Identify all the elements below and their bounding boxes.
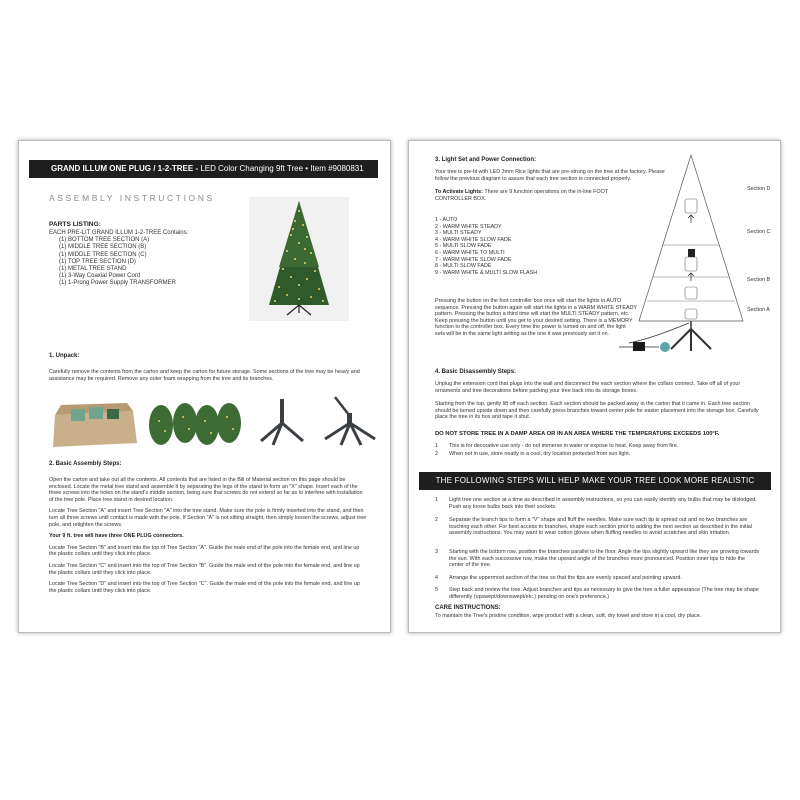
- disassembly-text-1: Unplug the extension cord that plugs into the wall and disconnect the each section where the collars connect. Take off all of your ornaments and tree decorations before packing your tree back into its storage boxes.: [435, 381, 741, 394]
- light-mode: 8 - MULTI SLOW FADE: [435, 263, 492, 270]
- part-item: (1) BOTTOM TREE SECTION (A): [59, 237, 150, 244]
- tip-step: Starting with the bottom row, position the branches parallel to the floor. Angle the tips slightly upward like they are growing towards the sun. With each successive row, make the upward angle of the branches more pronounced. Position inner tips to hide the center of the tree.: [449, 549, 760, 569]
- left-page: [18, 140, 391, 633]
- assembly-heading: ASSEMBLY INSTRUCTIONS: [49, 193, 215, 203]
- basic-assembly-p3: Your 9 ft. tree will have three ONE PLUG connectors.: [49, 533, 184, 540]
- light-mode: 4 - WARM WHITE SLOW FADE: [435, 236, 512, 243]
- light-mode: 3 - MULTI STEADY: [435, 230, 482, 237]
- tip-step: Separate the branch tips to form a "V" shape and fluff the needles. Make sure each tip is spread out and no two branches are touching each other. For best access to branches, shape each section prior to adding the next section as described in the initial assembly instructions. You may want to wear cotton gloves when fluffing needles to avoid scratches and skin irritation.: [449, 517, 752, 537]
- tip-step: Light tree one section at a time as described in assembly instructions, so you can easily identify any bulbs that may be dislodged. Push any loose bulbs back into their sockets.: [449, 497, 757, 510]
- light-mode: 9 - WARM WHITE & MULTI SLOW FLASH: [435, 269, 538, 276]
- basic-assembly-text: [49, 477, 367, 594]
- light-mode: 6 - WARM WHITE TO MULTI: [435, 249, 505, 256]
- foot-controller-cord: [619, 337, 679, 357]
- light-mode: 5 - MULTI SLOW FADE: [435, 243, 492, 250]
- storage-warning: DO NOT STORE TREE IN A DAMP AREA OR IN AN AREA WHERE THE TEMPERATURE EXCEEDS 100°F.: [435, 431, 720, 437]
- stand-photo-folded: [253, 393, 311, 451]
- step-number: 1: [435, 497, 438, 503]
- basic-assembly-p5: Locate Tree Section "C" and insert into the top of Tree Section "B". Guide the male end of the pole into the female end, and line up the plastic collars until they click into place.: [49, 562, 360, 576]
- carton-photo: [49, 393, 141, 451]
- controller-text: Pressing the button on the foot controller box once will start the lights in AUTO sequence. Pressing the button again will start the lights in a WARM WHITE STEADY pattern. Pressing the button a third time will start the MULTI STEADY pattern, etc. Keep pressing the button until you get to your desired setting. There is a MEMORY function to the controller box. Every time the power is turned on and off, the light sets will be in the same light setting as the one it was previously set it on.: [435, 298, 637, 337]
- tip-step: Step back and review the tree. Adjust branches and tips as necessary to give the tree a fuller appearance (The tree may be shape differently (upswept/downswept/etc.) pending on one's preference.): [449, 587, 759, 600]
- step-number: 5: [435, 587, 438, 593]
- light-set-text: Your tree is pre-lit with LED 3mm Rice lights that are pre-strung on the tree at the factory. Please follow the previous diagram to assure that each tree section is connected properly.: [435, 169, 665, 182]
- section-label-a: Section A: [747, 307, 770, 313]
- activate-label: To Activate Lights:: [435, 189, 483, 195]
- light-mode: 7 - WARM WHITE SLOW FADE: [435, 256, 512, 263]
- part-item: (1) 1-Prong Power Supply TRANSFORMER: [59, 280, 176, 287]
- note-number: 1: [435, 443, 438, 449]
- product-title: GRAND ILLUM ONE PLUG / 1-2-TREE -: [51, 164, 199, 173]
- parts-title: PARTS LISTING:: [49, 221, 101, 228]
- basic-assembly-p2: Locate Tree Section "A" and insert Tree Section "A" into the tree stand. Make sure the pole is firmly inserted into the stand, and then turn all three screws until contact is made with the pole. If Section "A" is not sitting straight, then simply loosen the screws, adjust tree pole, and retighten the screws.: [49, 508, 367, 528]
- realistic-tips-bar: THE FOLLOWING STEPS WILL HELP MAKE YOUR TREE LOOK MORE REALISTIC: [419, 472, 771, 490]
- unpack-heading: 1. Unpack:: [49, 353, 80, 359]
- basic-assembly-p4: Locate Tree Section "B" and insert into the top of Tree Section "A". Guide the male end of the pole into the female end, and line up the plastic collars until they click into place.: [49, 544, 360, 558]
- note-number: 2: [435, 451, 438, 457]
- light-modes-list: [435, 217, 625, 276]
- parts-intro: EACH PRE-LIT GRAND ILLUM 1-2-TREE Contains:: [49, 230, 189, 236]
- note-item: When not in use, store neatly in a cool, dry location protected from sun light.: [449, 451, 631, 457]
- product-subtitle: LED Color Changing 9ft Tree • Item #9080831: [198, 164, 364, 173]
- light-mode: 1 - AUTO: [435, 217, 458, 223]
- section-label-b: Section B: [747, 277, 771, 283]
- disassembly-text-2: Starting from the top, gently lift off each section. Each section should be packed away in the carton that it came in. Each tree section should be turned upside down and then carefully press branches toward center pole for easier placement into the storage box. Carefully place the tree in its box and tape it shut.: [435, 401, 759, 421]
- care-heading: CARE INSTRUCTIONS:: [435, 605, 501, 611]
- tip-step: Arrange the uppermost section of the tree so that the tips are evenly spaced and pointing upward.: [449, 575, 682, 581]
- part-item: (1) MIDDLE TREE SECTION (B): [59, 244, 147, 251]
- stand-photo-open: [319, 393, 381, 451]
- tree-photo: [249, 197, 349, 321]
- branches-photo: [145, 393, 243, 451]
- basic-assembly-heading: 2. Basic Assembly Steps:: [49, 461, 122, 467]
- step-number: 4: [435, 575, 438, 581]
- disassembly-heading: 4. Basic Disassembly Steps:: [435, 369, 517, 375]
- note-item: This is for decorative use only - do not immerse in water or expose to heat. Keep away from fire.: [449, 443, 679, 449]
- step-number: 2: [435, 517, 438, 523]
- section-label-d: Section D: [747, 186, 771, 192]
- care-text: To maintain the Tree's pristine condition, wipe product with a clean, soft, dry towel and store in a cool, dry place.: [435, 613, 702, 619]
- activate-lights-text: [435, 189, 635, 202]
- basic-assembly-p1: Open the carton and take out all the contents. All contents that are listed in the Bill of Material section on this page should be enclosed. Locate the metal tree stand and assemble it by separating the legs of the stand to form an "X" shape. Insert each of the three screws into the holes on the stand's middle section, being sure that screws do not extend so far as to interfere with installation of the tree pole. Place tree stand in desired location.: [49, 477, 363, 503]
- light-mode: 2 - WARM WHITE STEADY: [435, 223, 502, 230]
- part-item: (1) METAL TREE STAND: [59, 266, 127, 273]
- basic-assembly-p6: Locate Tree Section "D" and insert into the top of Tree Section "C". Guide the male end of the pole into the female end, and line up the plastic collars until they click into place.: [49, 581, 360, 594]
- parts-list: [49, 230, 249, 288]
- title-bar: [29, 160, 378, 178]
- light-set-heading: 3. Light Set and Power Connection:: [435, 157, 537, 163]
- step-number: 3: [435, 549, 438, 555]
- part-item: (1) TOP TREE SECTION (D): [59, 258, 136, 265]
- part-item: (1) 3-Way Coaxial Power Cord: [59, 273, 141, 280]
- part-item: (1) MIDDLE TREE SECTION (C): [59, 251, 147, 258]
- section-label-c: Section C: [747, 229, 771, 235]
- right-page: [408, 140, 781, 633]
- unpack-text: Carefully remove the contents from the carton and keep the carton for future storage. Some sections of the tree may be heavy and assistance may be required. Remove any outer foam wrapping from the tree and its branches.: [49, 369, 360, 382]
- activate-rest: There are 9 function operations on the in-line FOOT CONTROLLER BOX.: [435, 189, 608, 202]
